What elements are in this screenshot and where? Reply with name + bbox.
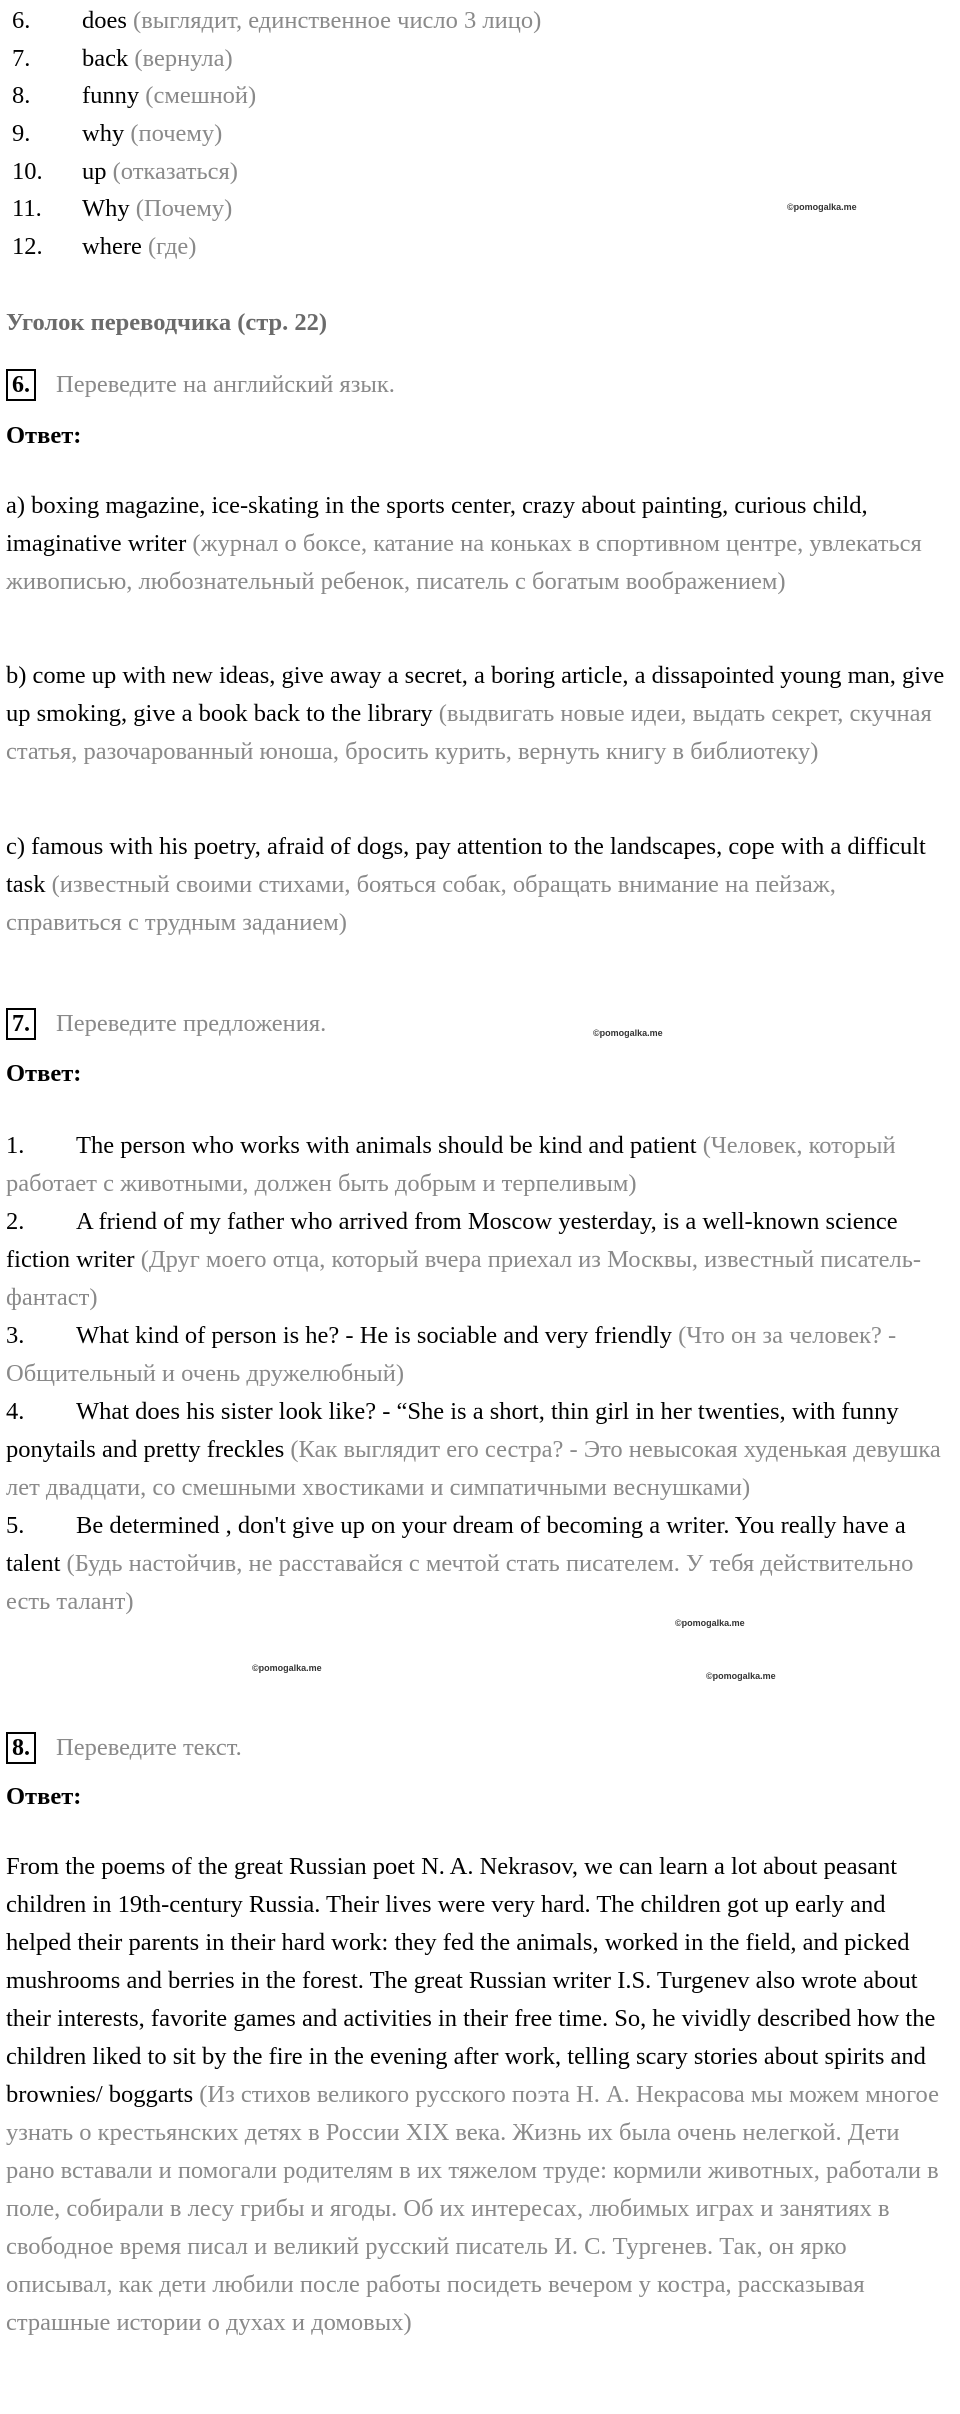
list-item [6, 115, 948, 153]
answer-russian: (журнал о боксе, катание на коньках в спортивном центре, увлекаться живописью, любознательный ребенок, писатель с богатым воображением) [6, 530, 922, 595]
answer-russian: (выдвигать новые идеи, выдать секрет, скучная статья, разочарованный юноша, бросить курить, вернуть книгу в библиотеку) [6, 700, 932, 765]
list-item-word: does [82, 7, 127, 34]
answer-label: Ответ: [6, 422, 82, 449]
answer-english: What kind of person is he? - He is sociable and very friendly [76, 1322, 679, 1349]
answer-english: The person who works with animals should be kind and patient [76, 1132, 703, 1159]
list-item [6, 1127, 948, 1203]
list-item-translation: (смешной) [145, 82, 257, 110]
list-item-number: 11. [12, 195, 42, 223]
answer-english: a) boxing magazine, ice-skating in the sports center, crazy about painting, curious child, imaginative writer [6, 492, 868, 557]
task-number: 7. [6, 1008, 36, 1040]
list-item [6, 1393, 948, 1507]
list-item-translation: (вернула) [134, 44, 233, 72]
list-item-word: why [82, 120, 125, 148]
section-title: Уголок переводчика (стр. 22) [6, 309, 328, 336]
answer-russian: (Друг моего отца, который вчера приехал из Москвы, известный писатель- фантаст) [6, 1246, 922, 1311]
task-7-answers [6, 1127, 948, 1621]
watermark: ©pomogalka.me [787, 202, 857, 212]
answer-russian: (Человек, который работает с животными, должен быть добрым и терпеливым) [6, 1132, 896, 1197]
watermark: ©pomogalka.me [252, 1663, 322, 1673]
answer-english: What does his sister look like? - “She is a short, thin girl in her twenties, with funny ponytails and pretty freckles [6, 1398, 899, 1463]
list-item-word: Why [82, 195, 130, 223]
task-6-header [6, 366, 948, 404]
answer-english: From the poems of the great Russian poet N. A. Nekrasov, we can learn a lot about peasant children in 19th-century Russia. Their lives were very hard. The children got up early and helped their parents in their hard work: they fed the animals, worked in the field, and picked mushrooms and berries in the forest. The great Russian writer I.S. Turgenev also wrote about their interests, favorite games and activities in their free time. So, he vividly described how the children liked to sit by the fire in the evening after work, telling scary stories about spirits and brownies/ boggarts [6, 1853, 936, 2108]
watermark: ©pomogalka.me [706, 1671, 776, 1681]
task-6-answer-b [6, 657, 948, 771]
task-number: 6. [6, 369, 36, 401]
list-item-translation: (отказаться) [112, 157, 238, 185]
answer-russian: (Будь настойчив, не расставайся с мечтой стать писателем. У тебя действительно есть талант) [6, 1550, 914, 1615]
list-item-translation: (выглядит, единственное число 3 лицо) [133, 7, 542, 34]
word-list [6, 2, 948, 266]
task-instruction: Переведите предложения. [56, 1010, 327, 1037]
list-item [6, 77, 948, 115]
answer-label: Ответ: [6, 1060, 82, 1087]
list-item-number: 10. [12, 157, 43, 185]
list-item-number: 6. [12, 7, 31, 34]
answer-russian: (Как выглядит его сестра? - Это невысокая худенькая девушка лет двадцати, со смешными хвостиками и симпатичными веснушками) [6, 1436, 941, 1501]
answer-english: c) famous with his poetry, afraid of dogs, pay attention to the landscapes, cope with a difficult task [6, 833, 926, 898]
task-6-answer-c [6, 828, 948, 942]
item-number: 4. [6, 1398, 25, 1425]
item-number: 1. [6, 1132, 25, 1159]
list-item-number: 8. [12, 82, 31, 110]
list-item [6, 153, 948, 191]
task-number: 8. [6, 1732, 36, 1764]
answer-english: A friend of my father who arrived from Moscow yesterday, is a well-known science fiction writer [6, 1208, 898, 1273]
list-item [6, 1317, 948, 1393]
list-item-word: up [82, 157, 107, 185]
task-8-header [6, 1729, 948, 1767]
list-item [6, 1203, 948, 1317]
item-number: 3. [6, 1322, 25, 1349]
list-item-translation: (почему) [130, 120, 223, 148]
list-item [6, 2, 948, 40]
list-item-number: 12. [12, 233, 43, 261]
answer-label: Ответ: [6, 1783, 82, 1810]
task-instruction: Переведите на английский язык. [56, 371, 395, 398]
task-instruction: Переведите текст. [56, 1734, 242, 1761]
answer-russian: (известный своими стихами, бояться собак, обращать внимание на пейзаж, справиться с трудным заданием) [6, 871, 836, 936]
watermark: ©pomogalka.me [593, 1028, 663, 1038]
list-item-word: where [82, 233, 142, 261]
answer-russian: (Из стихов великого русского поэта Н. А. Некрасова мы можем многое узнать о крестьянских детях в России XIX века. Жизнь их была очень нелегкой. Дети рано вставали и помогали родителям в их тяжелом труде: кормили животных, работали в поле, собирали в лесу грибы и ягоды. Об их интересах, любимых играх и занятиях в свободное время писал и великий русский писатель И. С. Тургенев. Так, он ярко описывал, как дети любили после работы посидеть вечером у костра, рассказывая страшные истории о духах и домовых) [6, 2081, 939, 2336]
task-6-answer-a [6, 487, 948, 601]
list-item [6, 228, 948, 266]
list-item-translation: (Почему) [135, 195, 233, 223]
answer-english: b) come up with new ideas, give away a secret, a boring article, a dissapointed young man, give up smoking, give a book back to the library [6, 662, 945, 727]
task-8-answer [6, 1848, 948, 2342]
list-item-number: 9. [12, 120, 31, 148]
item-number: 2. [6, 1208, 25, 1235]
list-item-word: funny [82, 82, 140, 110]
list-item [6, 1507, 948, 1621]
list-item-number: 7. [12, 44, 31, 72]
item-number: 5. [6, 1512, 25, 1539]
answer-english: Be determined , don't give up on your dream of becoming a writer. You really have a talent [6, 1512, 906, 1577]
watermark: ©pomogalka.me [675, 1618, 745, 1628]
list-item-translation: (где) [147, 233, 197, 261]
list-item-word: back [82, 44, 129, 72]
list-item [6, 40, 948, 78]
task-7-header [6, 1005, 948, 1043]
answer-russian: (Что он за человек? - Общительный и очень дружелюбный) [6, 1322, 897, 1387]
